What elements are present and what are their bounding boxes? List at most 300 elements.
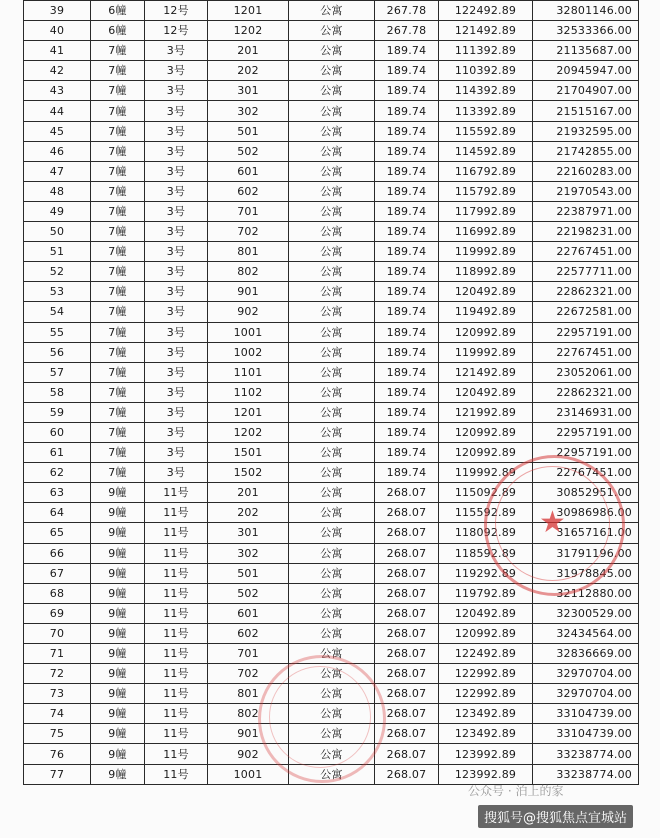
- row-number-cell: 43: [24, 81, 91, 101]
- building-cell: 9幢: [91, 724, 145, 744]
- building-cell: 7幢: [91, 101, 145, 121]
- row-number-cell: 60: [24, 422, 91, 442]
- room-number-cell: 202: [208, 503, 289, 523]
- table-row: [24, 342, 639, 362]
- total-price-cell: 33104739.00: [533, 724, 639, 744]
- room-number-cell: 201: [208, 41, 289, 61]
- building-cell: 7幢: [91, 342, 145, 362]
- row-number-cell: 59: [24, 402, 91, 422]
- area-cell: 189.74: [375, 201, 439, 221]
- total-price-cell: 22577711.00: [533, 262, 639, 282]
- total-price-cell: 32112880.00: [533, 583, 639, 603]
- row-number-cell: 58: [24, 382, 91, 402]
- area-cell: 268.07: [375, 664, 439, 684]
- table-row: [24, 141, 639, 161]
- table-row: [24, 483, 639, 503]
- unit-price-cell: 111392.89: [439, 41, 533, 61]
- unit-entrance-cell: 11号: [145, 644, 208, 664]
- row-number-cell: 69: [24, 603, 91, 623]
- unit-entrance-cell: 11号: [145, 744, 208, 764]
- area-cell: 189.74: [375, 41, 439, 61]
- unit-price-cell: 123492.89: [439, 724, 533, 744]
- room-number-cell: 1002: [208, 342, 289, 362]
- usage-type-cell: 公寓: [289, 503, 375, 523]
- unit-entrance-cell: 12号: [145, 21, 208, 41]
- room-number-cell: 1201: [208, 402, 289, 422]
- area-cell: 189.74: [375, 121, 439, 141]
- room-number-cell: 301: [208, 523, 289, 543]
- area-cell: 189.74: [375, 181, 439, 201]
- room-number-cell: 301: [208, 81, 289, 101]
- room-number-cell: 501: [208, 121, 289, 141]
- usage-type-cell: 公寓: [289, 242, 375, 262]
- room-number-cell: 1201: [208, 1, 289, 21]
- row-number-cell: 39: [24, 1, 91, 21]
- building-cell: 7幢: [91, 322, 145, 342]
- table-row: [24, 362, 639, 382]
- row-number-cell: 72: [24, 664, 91, 684]
- unit-price-cell: 115592.89: [439, 503, 533, 523]
- unit-entrance-cell: 3号: [145, 222, 208, 242]
- table-row: [24, 402, 639, 422]
- unit-entrance-cell: 3号: [145, 322, 208, 342]
- table-row: [24, 523, 639, 543]
- total-price-cell: 33238774.00: [533, 764, 639, 784]
- unit-entrance-cell: 11号: [145, 704, 208, 724]
- row-number-cell: 44: [24, 101, 91, 121]
- building-cell: 7幢: [91, 282, 145, 302]
- room-number-cell: 901: [208, 282, 289, 302]
- room-number-cell: 701: [208, 644, 289, 664]
- area-cell: 268.07: [375, 644, 439, 664]
- row-number-cell: 66: [24, 543, 91, 563]
- total-price-cell: 23052061.00: [533, 362, 639, 382]
- area-cell: 189.74: [375, 242, 439, 262]
- total-price-cell: 21515167.00: [533, 101, 639, 121]
- total-price-cell: 21704907.00: [533, 81, 639, 101]
- usage-type-cell: 公寓: [289, 684, 375, 704]
- unit-price-cell: 119292.89: [439, 563, 533, 583]
- area-cell: 189.74: [375, 81, 439, 101]
- unit-entrance-cell: 12号: [145, 1, 208, 21]
- area-cell: 189.74: [375, 141, 439, 161]
- room-number-cell: 302: [208, 101, 289, 121]
- unit-price-cell: 119992.89: [439, 463, 533, 483]
- usage-type-cell: 公寓: [289, 61, 375, 81]
- usage-type-cell: 公寓: [289, 563, 375, 583]
- unit-entrance-cell: 3号: [145, 121, 208, 141]
- unit-price-cell: 118592.89: [439, 543, 533, 563]
- total-price-cell: 30986986.00: [533, 503, 639, 523]
- usage-type-cell: 公寓: [289, 583, 375, 603]
- unit-price-cell: 120992.89: [439, 322, 533, 342]
- unit-entrance-cell: 11号: [145, 503, 208, 523]
- unit-price-cell: 110392.89: [439, 61, 533, 81]
- row-number-cell: 46: [24, 141, 91, 161]
- unit-price-cell: 118092.89: [439, 523, 533, 543]
- building-cell: 7幢: [91, 302, 145, 322]
- row-number-cell: 75: [24, 724, 91, 744]
- room-number-cell: 902: [208, 302, 289, 322]
- usage-type-cell: 公寓: [289, 523, 375, 543]
- unit-price-cell: 123492.89: [439, 704, 533, 724]
- unit-entrance-cell: 11号: [145, 563, 208, 583]
- area-cell: 268.07: [375, 724, 439, 744]
- area-cell: 268.07: [375, 483, 439, 503]
- unit-price-cell: 119992.89: [439, 242, 533, 262]
- row-number-cell: 56: [24, 342, 91, 362]
- table-row: [24, 684, 639, 704]
- unit-entrance-cell: 3号: [145, 81, 208, 101]
- table-row: [24, 41, 639, 61]
- total-price-cell: 32970704.00: [533, 664, 639, 684]
- unit-price-cell: 115092.89: [439, 483, 533, 503]
- room-number-cell: 801: [208, 242, 289, 262]
- row-number-cell: 68: [24, 583, 91, 603]
- room-number-cell: 501: [208, 563, 289, 583]
- unit-price-cell: 122992.89: [439, 684, 533, 704]
- building-cell: 9幢: [91, 523, 145, 543]
- building-cell: 9幢: [91, 664, 145, 684]
- table-row: [24, 222, 639, 242]
- table-row: [24, 201, 639, 221]
- usage-type-cell: 公寓: [289, 342, 375, 362]
- area-cell: 189.74: [375, 422, 439, 442]
- row-number-cell: 51: [24, 242, 91, 262]
- usage-type-cell: 公寓: [289, 623, 375, 643]
- table-row: [24, 443, 639, 463]
- unit-price-cell: 120992.89: [439, 623, 533, 643]
- total-price-cell: 22198231.00: [533, 222, 639, 242]
- unit-price-cell: 120992.89: [439, 443, 533, 463]
- usage-type-cell: 公寓: [289, 41, 375, 61]
- row-number-cell: 54: [24, 302, 91, 322]
- area-cell: 267.78: [375, 21, 439, 41]
- unit-entrance-cell: 3号: [145, 362, 208, 382]
- area-cell: 189.74: [375, 443, 439, 463]
- area-cell: 268.07: [375, 623, 439, 643]
- table-row: [24, 322, 639, 342]
- unit-price-cell: 120492.89: [439, 382, 533, 402]
- area-cell: 268.07: [375, 764, 439, 784]
- table-row: [24, 463, 639, 483]
- table-row: [24, 583, 639, 603]
- room-number-cell: 702: [208, 664, 289, 684]
- table-row: [24, 101, 639, 121]
- table-row: [24, 503, 639, 523]
- total-price-cell: 32434564.00: [533, 623, 639, 643]
- building-cell: 6幢: [91, 1, 145, 21]
- row-number-cell: 76: [24, 744, 91, 764]
- unit-price-cell: 120492.89: [439, 603, 533, 623]
- usage-type-cell: 公寓: [289, 201, 375, 221]
- unit-entrance-cell: 3号: [145, 181, 208, 201]
- usage-type-cell: 公寓: [289, 1, 375, 21]
- row-number-cell: 73: [24, 684, 91, 704]
- building-cell: 9幢: [91, 644, 145, 664]
- unit-entrance-cell: 11号: [145, 523, 208, 543]
- row-number-cell: 65: [24, 523, 91, 543]
- row-number-cell: 49: [24, 201, 91, 221]
- building-cell: 9幢: [91, 563, 145, 583]
- unit-entrance-cell: 3号: [145, 141, 208, 161]
- unit-price-table: [23, 0, 639, 785]
- total-price-cell: 32970704.00: [533, 684, 639, 704]
- row-number-cell: 61: [24, 443, 91, 463]
- room-number-cell: 1001: [208, 764, 289, 784]
- table-row: [24, 644, 639, 664]
- area-cell: 268.07: [375, 684, 439, 704]
- total-price-cell: 31657161.00: [533, 523, 639, 543]
- room-number-cell: 1101: [208, 362, 289, 382]
- unit-entrance-cell: 11号: [145, 543, 208, 563]
- unit-entrance-cell: 3号: [145, 422, 208, 442]
- usage-type-cell: 公寓: [289, 161, 375, 181]
- usage-type-cell: 公寓: [289, 262, 375, 282]
- total-price-cell: 21970543.00: [533, 181, 639, 201]
- row-number-cell: 74: [24, 704, 91, 724]
- unit-price-cell: 115792.89: [439, 181, 533, 201]
- total-price-cell: 30852951.00: [533, 483, 639, 503]
- table-row: [24, 704, 639, 724]
- unit-entrance-cell: 3号: [145, 342, 208, 362]
- table-row: [24, 603, 639, 623]
- area-cell: 189.74: [375, 101, 439, 121]
- total-price-cell: 21932595.00: [533, 121, 639, 141]
- area-cell: 189.74: [375, 161, 439, 181]
- usage-type-cell: 公寓: [289, 402, 375, 422]
- total-price-cell: 21135687.00: [533, 41, 639, 61]
- building-cell: 7幢: [91, 141, 145, 161]
- unit-entrance-cell: 3号: [145, 302, 208, 322]
- table-row: [24, 1, 639, 21]
- table-row: [24, 623, 639, 643]
- building-cell: 7幢: [91, 81, 145, 101]
- unit-price-cell: 116792.89: [439, 161, 533, 181]
- row-number-cell: 64: [24, 503, 91, 523]
- usage-type-cell: 公寓: [289, 382, 375, 402]
- unit-price-cell: 123992.89: [439, 764, 533, 784]
- room-number-cell: 1202: [208, 422, 289, 442]
- usage-type-cell: 公寓: [289, 543, 375, 563]
- usage-type-cell: 公寓: [289, 664, 375, 684]
- area-cell: 268.07: [375, 603, 439, 623]
- building-cell: 9幢: [91, 684, 145, 704]
- unit-price-cell: 122492.89: [439, 644, 533, 664]
- unit-entrance-cell: 11号: [145, 684, 208, 704]
- area-cell: 189.74: [375, 282, 439, 302]
- unit-entrance-cell: 11号: [145, 664, 208, 684]
- unit-price-cell: 118992.89: [439, 262, 533, 282]
- total-price-cell: 32836669.00: [533, 644, 639, 664]
- unit-price-cell: 114392.89: [439, 81, 533, 101]
- table-row: [24, 121, 639, 141]
- room-number-cell: 702: [208, 222, 289, 242]
- building-cell: 7幢: [91, 422, 145, 442]
- total-price-cell: 33238774.00: [533, 744, 639, 764]
- usage-type-cell: 公寓: [289, 121, 375, 141]
- building-cell: 7幢: [91, 463, 145, 483]
- usage-type-cell: 公寓: [289, 764, 375, 784]
- usage-type-cell: 公寓: [289, 704, 375, 724]
- unit-price-cell: 120992.89: [439, 422, 533, 442]
- area-cell: 268.07: [375, 523, 439, 543]
- unit-entrance-cell: 3号: [145, 201, 208, 221]
- usage-type-cell: 公寓: [289, 282, 375, 302]
- building-cell: 7幢: [91, 181, 145, 201]
- total-price-cell: 22957191.00: [533, 443, 639, 463]
- building-cell: 7幢: [91, 382, 145, 402]
- total-price-cell: 22957191.00: [533, 322, 639, 342]
- area-cell: 189.74: [375, 322, 439, 342]
- room-number-cell: 202: [208, 61, 289, 81]
- table-row: [24, 302, 639, 322]
- area-cell: 189.74: [375, 262, 439, 282]
- unit-entrance-cell: 3号: [145, 402, 208, 422]
- area-cell: 268.07: [375, 704, 439, 724]
- building-cell: 7幢: [91, 61, 145, 81]
- total-price-cell: 22862321.00: [533, 382, 639, 402]
- usage-type-cell: 公寓: [289, 644, 375, 664]
- usage-type-cell: 公寓: [289, 724, 375, 744]
- row-number-cell: 70: [24, 623, 91, 643]
- room-number-cell: 902: [208, 744, 289, 764]
- unit-entrance-cell: 3号: [145, 262, 208, 282]
- building-cell: 9幢: [91, 483, 145, 503]
- unit-entrance-cell: 3号: [145, 61, 208, 81]
- unit-entrance-cell: 11号: [145, 724, 208, 744]
- room-number-cell: 701: [208, 201, 289, 221]
- room-number-cell: 901: [208, 724, 289, 744]
- area-cell: 268.07: [375, 543, 439, 563]
- usage-type-cell: 公寓: [289, 443, 375, 463]
- row-number-cell: 45: [24, 121, 91, 141]
- unit-price-cell: 115592.89: [439, 121, 533, 141]
- total-price-cell: 22957191.00: [533, 422, 639, 442]
- area-cell: 267.78: [375, 1, 439, 21]
- total-price-cell: 20945947.00: [533, 61, 639, 81]
- room-number-cell: 801: [208, 684, 289, 704]
- table-row: [24, 61, 639, 81]
- usage-type-cell: 公寓: [289, 603, 375, 623]
- table-row: [24, 262, 639, 282]
- total-price-cell: 22767451.00: [533, 342, 639, 362]
- room-number-cell: 1501: [208, 443, 289, 463]
- building-cell: 9幢: [91, 503, 145, 523]
- room-number-cell: 1001: [208, 322, 289, 342]
- room-number-cell: 1102: [208, 382, 289, 402]
- usage-type-cell: 公寓: [289, 101, 375, 121]
- table-body: [24, 1, 639, 785]
- building-cell: 6幢: [91, 21, 145, 41]
- unit-entrance-cell: 3号: [145, 101, 208, 121]
- unit-entrance-cell: 11号: [145, 583, 208, 603]
- usage-type-cell: 公寓: [289, 744, 375, 764]
- room-number-cell: 1202: [208, 21, 289, 41]
- account-caption: 公众号 · 泊上的家: [468, 784, 564, 798]
- usage-type-cell: 公寓: [289, 222, 375, 242]
- area-cell: 189.74: [375, 402, 439, 422]
- building-cell: 9幢: [91, 583, 145, 603]
- unit-price-cell: 121492.89: [439, 21, 533, 41]
- total-price-cell: 21742855.00: [533, 141, 639, 161]
- room-number-cell: 802: [208, 704, 289, 724]
- row-number-cell: 41: [24, 41, 91, 61]
- unit-entrance-cell: 3号: [145, 282, 208, 302]
- building-cell: 9幢: [91, 704, 145, 724]
- unit-price-cell: 113392.89: [439, 101, 533, 121]
- row-number-cell: 53: [24, 282, 91, 302]
- building-cell: 9幢: [91, 603, 145, 623]
- usage-type-cell: 公寓: [289, 81, 375, 101]
- area-cell: 189.74: [375, 222, 439, 242]
- area-cell: 268.07: [375, 583, 439, 603]
- unit-entrance-cell: 3号: [145, 41, 208, 61]
- room-number-cell: 502: [208, 141, 289, 161]
- table-row: [24, 161, 639, 181]
- usage-type-cell: 公寓: [289, 141, 375, 161]
- building-cell: 9幢: [91, 764, 145, 784]
- building-cell: 9幢: [91, 744, 145, 764]
- usage-type-cell: 公寓: [289, 302, 375, 322]
- unit-entrance-cell: 3号: [145, 382, 208, 402]
- building-cell: 7幢: [91, 242, 145, 262]
- row-number-cell: 52: [24, 262, 91, 282]
- row-number-cell: 40: [24, 21, 91, 41]
- total-price-cell: 22160283.00: [533, 161, 639, 181]
- usage-type-cell: 公寓: [289, 463, 375, 483]
- area-cell: 189.74: [375, 342, 439, 362]
- row-number-cell: 62: [24, 463, 91, 483]
- room-number-cell: 802: [208, 262, 289, 282]
- row-number-cell: 47: [24, 161, 91, 181]
- row-number-cell: 63: [24, 483, 91, 503]
- row-number-cell: 55: [24, 322, 91, 342]
- unit-entrance-cell: 11号: [145, 623, 208, 643]
- table-row: [24, 422, 639, 442]
- total-price-cell: 22387971.00: [533, 201, 639, 221]
- building-cell: 7幢: [91, 362, 145, 382]
- unit-entrance-cell: 3号: [145, 443, 208, 463]
- table-row: [24, 81, 639, 101]
- total-price-cell: 22767451.00: [533, 463, 639, 483]
- table-row: [24, 664, 639, 684]
- total-price-cell: 32300529.00: [533, 603, 639, 623]
- total-price-cell: 31978845.00: [533, 563, 639, 583]
- building-cell: 7幢: [91, 402, 145, 422]
- row-number-cell: 50: [24, 222, 91, 242]
- room-number-cell: 601: [208, 161, 289, 181]
- table-row: [24, 744, 639, 764]
- area-cell: 268.07: [375, 744, 439, 764]
- table-row: [24, 242, 639, 262]
- usage-type-cell: 公寓: [289, 21, 375, 41]
- unit-entrance-cell: 11号: [145, 483, 208, 503]
- building-cell: 7幢: [91, 262, 145, 282]
- row-number-cell: 77: [24, 764, 91, 784]
- table-row: [24, 382, 639, 402]
- building-cell: 7幢: [91, 161, 145, 181]
- area-cell: 189.74: [375, 362, 439, 382]
- building-cell: 7幢: [91, 41, 145, 61]
- building-cell: 7幢: [91, 201, 145, 221]
- building-cell: 7幢: [91, 443, 145, 463]
- total-price-cell: 22672581.00: [533, 302, 639, 322]
- total-price-cell: 22862321.00: [533, 282, 639, 302]
- seal-star-icon: ★: [539, 505, 566, 540]
- unit-price-cell: 121492.89: [439, 362, 533, 382]
- unit-price-cell: 121992.89: [439, 402, 533, 422]
